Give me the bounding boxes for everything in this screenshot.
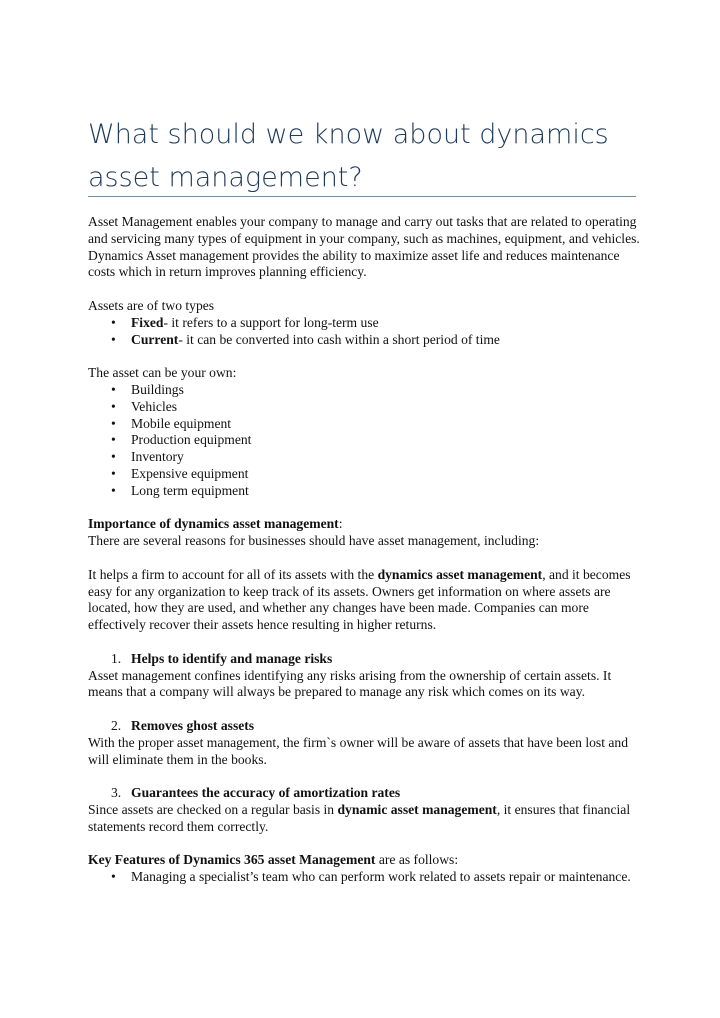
reason-number: 1. bbox=[111, 650, 122, 666]
reason-title: Guarantees the accuracy of amortization rates bbox=[131, 785, 401, 801]
type-desc: - it refers to a support for long-term use bbox=[163, 314, 379, 330]
reason-text-2: With the proper asset management, the firm`s owner will be aware of assets that have been lost and will eliminate them in the books. bbox=[88, 734, 628, 767]
reason-text-1: Asset management confines identifying any risks arising from the ownership of certain assets. It means that a company will always be prepared to manage any risk which comes on its way. bbox=[88, 667, 612, 700]
features-suffix: are as follows: bbox=[375, 852, 459, 868]
list-item: • Mobile equipment bbox=[88, 416, 644, 433]
features-heading: Key Features of Dynamics 365 asset Management bbox=[88, 852, 376, 868]
list-item: • Managing a specialist’s team who can perform work related to assets repair or maintenance. bbox=[88, 869, 644, 886]
types-lead: Assets are of two types bbox=[88, 297, 215, 313]
features-heading-line bbox=[88, 852, 644, 869]
importance-heading: Importance of dynamics asset management bbox=[88, 516, 339, 532]
helps-post: , and it becomes easy for any organization to keep track of its assets. Owners get information on where assets are located, how they are used, and whether any changes have been made. Companies can more effectively recover their assets hence resulting in higher returns. bbox=[88, 566, 631, 633]
page-title: What should we know about dynamics asset management? bbox=[88, 119, 609, 193]
list-item: • Vehicles bbox=[88, 399, 644, 416]
importance-text: There are several reasons for businesses should have asset management, including: bbox=[88, 533, 540, 549]
reason-number: 2. bbox=[111, 717, 122, 733]
reason-heading-2 bbox=[88, 718, 644, 735]
reason-text-bold: dynamic asset management bbox=[337, 801, 497, 817]
features-list bbox=[88, 869, 644, 886]
title-divider bbox=[88, 196, 636, 197]
types-list bbox=[88, 315, 644, 349]
list-item: • Expensive equipment bbox=[88, 466, 644, 483]
document-body bbox=[88, 214, 644, 886]
helps-pre: It helps a firm to account for all of its assets with the bbox=[88, 566, 378, 582]
list-item bbox=[88, 332, 644, 349]
list-item: • Inventory bbox=[88, 449, 644, 466]
importance-heading-line bbox=[88, 516, 644, 533]
reason-number: 3. bbox=[111, 785, 122, 801]
importance-colon: : bbox=[338, 516, 343, 532]
reason-heading-1 bbox=[88, 651, 644, 668]
list-item: • Buildings bbox=[88, 382, 644, 399]
list-item: • Long term equipment bbox=[88, 483, 644, 500]
reason-text-3 bbox=[88, 802, 644, 836]
own-lead: The asset can be your own: bbox=[88, 365, 237, 381]
type-desc: - it can be converted into cash within a short period of time bbox=[178, 331, 500, 347]
reason-heading-3 bbox=[88, 785, 644, 802]
reason-text-pre: Since assets are checked on a regular basis in bbox=[88, 801, 338, 817]
helps-paragraph bbox=[88, 567, 644, 634]
own-list bbox=[88, 382, 644, 500]
reason-text-post: , it ensures that financial statements record them correctly. bbox=[88, 801, 631, 834]
reason-title: Helps to identify and manage risks bbox=[131, 650, 333, 666]
list-item bbox=[88, 315, 644, 332]
reason-title: Removes ghost assets bbox=[131, 717, 255, 733]
type-term: Current bbox=[131, 331, 179, 347]
list-item: • Production equipment bbox=[88, 432, 644, 449]
helps-bold: dynamics asset management bbox=[377, 566, 543, 582]
type-term: Fixed bbox=[131, 314, 164, 330]
intro-paragraph: Asset Management enables your company to manage and carry out tasks that are related to operating and servicing many types of equipment in your company, such as machines, equipment, and vehicles. Dynamics Asset management provides the ability to maximize asset life and reduces maintenance costs which in return improves planning efficiency. bbox=[88, 214, 640, 280]
